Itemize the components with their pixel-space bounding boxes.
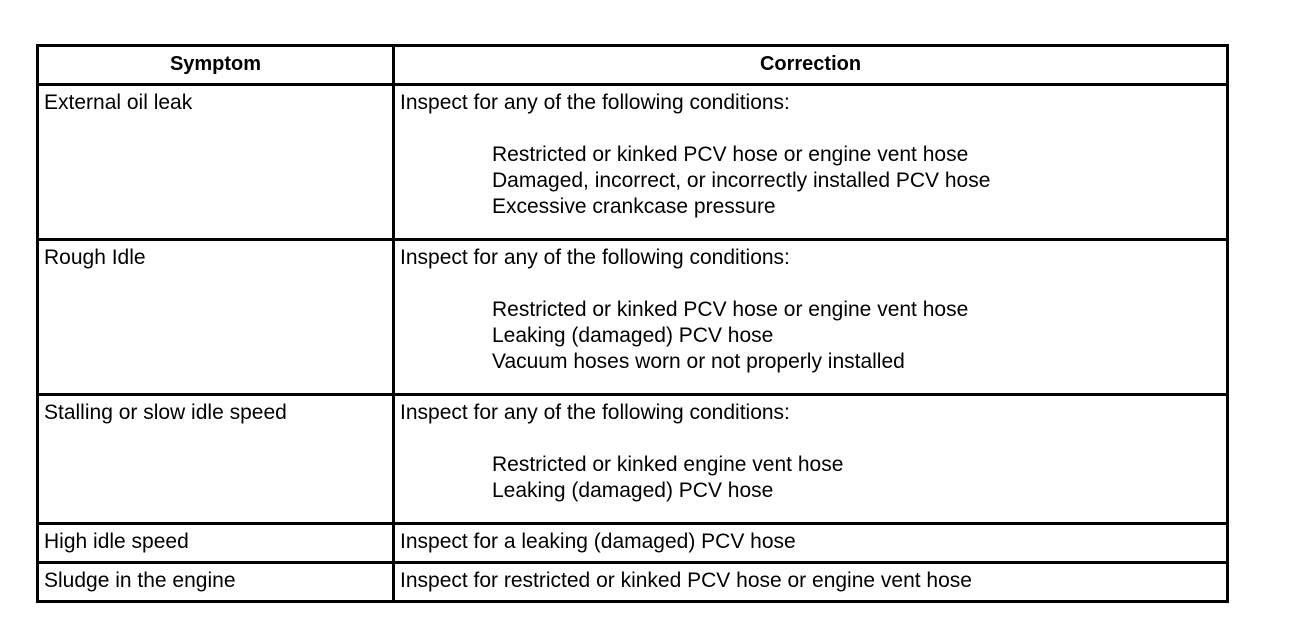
- condition-item: Leaking (damaged) PCV hose: [492, 324, 774, 347]
- condition-item: Restricted or kinked PCV hose or engine vent hose: [492, 143, 969, 166]
- correction-cell: [394, 85, 1228, 240]
- symptom-correction-table-container: [36, 44, 1226, 603]
- table-row: [38, 563, 1228, 602]
- correction-column-header: Correction: [394, 46, 1228, 85]
- correction-intro: Inspect for restricted or kinked PCV hose or engine vent hose: [400, 569, 972, 592]
- correction-cell: [394, 524, 1228, 563]
- condition-item: Restricted or kinked engine vent hose: [492, 453, 844, 476]
- condition-item: Damaged, incorrect, or incorrectly installed PCV hose: [492, 169, 991, 192]
- conditions-list: [492, 452, 1220, 504]
- correction-intro: Inspect for any of the following conditions:: [400, 246, 790, 269]
- condition-item: Excessive crankcase pressure: [492, 195, 776, 218]
- correction-intro: Inspect for a leaking (damaged) PCV hose: [400, 530, 796, 553]
- symptom-cell: External oil leak: [38, 85, 394, 240]
- condition-item: Vacuum hoses worn or not properly installed: [492, 350, 905, 373]
- table-row: [38, 524, 1228, 563]
- conditions-list: [492, 297, 1220, 375]
- symptom-cell: Rough Idle: [38, 240, 394, 395]
- conditions-list: [492, 142, 1220, 220]
- table-row: [38, 395, 1228, 524]
- symptom-cell: Stalling or slow idle speed: [38, 395, 394, 524]
- table-row: [38, 85, 1228, 240]
- correction-intro: Inspect for any of the following conditions:: [400, 401, 790, 424]
- correction-intro: Inspect for any of the following conditions:: [400, 91, 790, 114]
- condition-item: Restricted or kinked PCV hose or engine vent hose: [492, 298, 969, 321]
- correction-cell: [394, 563, 1228, 602]
- condition-item: Leaking (damaged) PCV hose: [492, 479, 774, 502]
- symptom-correction-table: [36, 44, 1229, 603]
- table-row: [38, 240, 1228, 395]
- correction-cell: [394, 395, 1228, 524]
- correction-cell: [394, 240, 1228, 395]
- symptom-cell: High idle speed: [38, 524, 394, 563]
- symptom-cell: Sludge in the engine: [38, 563, 394, 602]
- table-header-row: [38, 46, 1228, 85]
- symptom-column-header: Symptom: [38, 46, 394, 85]
